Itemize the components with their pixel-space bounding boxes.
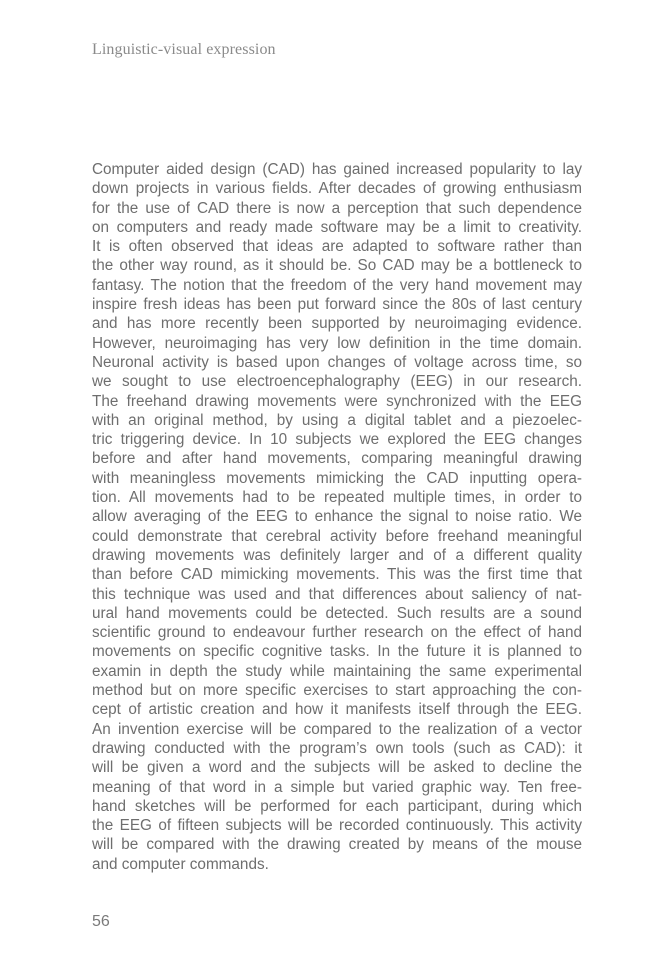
text-line: on computers and ready made software may be a limit to creativity. <box>92 218 582 236</box>
text-line: Computer aided design (CAD) has gained increased popularity to lay <box>92 161 582 178</box>
text-line: the other way round, as it should be. So CAD may be a bottleneck to <box>92 257 582 275</box>
text-line: with an original method, by using a digital tablet and a piezoelec- <box>92 411 582 429</box>
text-line: meaning of that word in a simple but varied graphic way. Ten free- <box>92 778 582 796</box>
text-line: will be given a word and the subjects will be asked to decline the <box>92 759 582 777</box>
text-line: with meaningless movements mimicking the CAD inputting opera- <box>92 469 582 487</box>
text-line: method but on more specific exercises to start approaching the con- <box>92 682 582 700</box>
text-line: we sought to use electroencephalography (EEG) in our research. <box>92 373 582 391</box>
text-line: ural hand movements could be detected. Such results are a sound <box>92 604 582 622</box>
text-line: inspire fresh ideas has been put forward since the 80s of last century <box>92 296 582 314</box>
text-line: movements on specific cognitive tasks. In the future it is planned to <box>92 643 582 661</box>
text-line: examin in depth the study while maintaining the same experimental <box>92 662 582 680</box>
text-line: before and after hand movements, comparing meaningful drawing <box>92 450 582 468</box>
text-line: and computer commands. <box>92 855 269 873</box>
text-line: hand sketches will be performed for each participant, during which <box>92 797 582 815</box>
running-header: Linguistic-visual expression <box>92 41 276 58</box>
text-line: scientific ground to endeavour further research on the effect of hand <box>92 624 582 642</box>
text-line: for the use of CAD there is now a perception that such dependence <box>92 199 582 217</box>
text-line: tion. All movements had to be repeated multiple times, in order to <box>92 489 582 507</box>
text-line: tric triggering device. In 10 subjects we explored the EEG changes <box>92 431 582 449</box>
text-line: this technique was used and that differences about saliency of nat- <box>92 585 582 603</box>
text-line: However, neuroimaging has very low definition in the time domain. <box>92 334 582 352</box>
text-line: down projects in various fields. After decades of growing enthusiasm <box>92 180 582 198</box>
text-line: cept of artistic creation and how it manifests itself through the EEG. <box>92 701 582 719</box>
text-line: than before CAD mimicking movements. This was the first time that <box>92 566 582 584</box>
text-line: Neuronal activity is based upon changes of voltage across time, so <box>92 353 582 371</box>
text-line: the EEG of fifteen subjects will be recorded continuously. This activity <box>92 817 582 835</box>
text-line: It is often observed that ideas are adapted to software rather than <box>92 238 582 256</box>
text-line: and has more recently been supported by neuroimaging evidence. <box>92 315 582 333</box>
text-line: An invention exercise will be compared to the realization of a vector <box>92 720 582 738</box>
text-line: drawing movements was definitely larger and of a different quality <box>92 546 582 564</box>
text-line: could demonstrate that cerebral activity before freehand meaningful <box>92 527 582 545</box>
text-line: The freehand drawing movements were synchronized with the EEG <box>92 392 582 410</box>
page-number: 56 <box>92 913 110 930</box>
text-line: allow averaging of the EEG to enhance the signal to noise ratio. We <box>92 508 582 526</box>
body-paragraph <box>92 160 582 874</box>
text-line: will be compared with the drawing created by means of the mouse <box>92 836 582 854</box>
text-line: drawing conducted with the program’s own tools (such as CAD): it <box>92 739 582 757</box>
text-line: fantasy. The notion that the freedom of the very hand movement may <box>92 276 582 294</box>
